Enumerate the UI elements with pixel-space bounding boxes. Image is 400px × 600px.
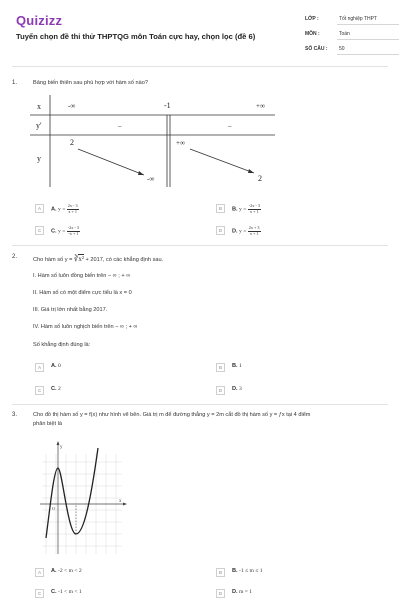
q1-option-d-box[interactable]: D [216,226,225,235]
q3-option-a[interactable]: A. -2 < m < 2 [51,568,82,574]
x-val-neg-one: -1 [164,101,171,110]
q2-statement-3: III. Giá trị lớn nhất bằng 2017. [33,307,108,313]
function-graph [36,438,131,558]
q2-option-a[interactable]: A. 0 [51,363,61,369]
variation-table [30,95,275,187]
q2-option-d[interactable]: D. 3 [232,386,242,392]
q3-option-c-box[interactable]: C [35,589,44,598]
q1-option-d[interactable]: D. y = $\frac{2x + 3}{x + 1}$ [232,225,260,236]
class-value: Tốt nghiệp THPT [339,16,377,22]
x-val-neg-inf: -∞ [68,102,76,110]
q2-option-c[interactable]: C. 2 [51,386,61,392]
x-label: x [37,102,41,111]
q1-option-c[interactable]: C. y = $\frac{-2x - 3}{-x + 1}$ [51,225,79,236]
header-divider [12,66,388,67]
y-val-pos-inf: +∞ [176,139,185,147]
sign-right: – [228,122,232,130]
q2-divider [12,404,388,405]
q1-option-c-box[interactable]: C [35,226,44,235]
y-val-neg-inf: -∞ [147,175,155,183]
q1-option-a-box[interactable]: A [35,204,44,213]
q1-option-a[interactable]: A. y = $\frac{2x - 3}{x + 1}$ [51,203,78,214]
q2-option-c-box[interactable]: C [35,386,44,395]
y-val-2-right: 2 [258,174,262,183]
graph-origin-label: O [52,506,55,511]
q2-option-b-box[interactable]: B [216,363,225,372]
graph-y-label: y [60,445,63,450]
sign-left: – [118,122,122,130]
x-val-pos-inf: +∞ [256,102,265,110]
q3-text-line2: phân biệt là [33,421,62,427]
q1-option-b[interactable]: B. y = $\frac{-2x - 3}{x + 1}$ [232,203,260,214]
yprime-label: y' [36,121,42,130]
class-label: LỚP : [305,16,319,22]
q2-number: 2. [12,254,18,260]
q3-option-d-box[interactable]: D [216,589,225,598]
subject-value: Toán [339,31,350,37]
subject-label: MÔN : [305,31,320,37]
q2-intro: Cho hàm số y = ∛x² + 2017, có các khẳng định sau. [33,255,164,263]
q3-option-a-box[interactable]: A [35,568,44,577]
q3-text-line1: Cho đồ thị hàm số y = f(x) như hình vẽ bên. Giá trị m để đường thẳng y = 2m cắt đồ thị hàm số y = ƒx tại 4 điểm [33,412,311,418]
q2-option-d-box[interactable]: D [216,386,225,395]
q3-option-b[interactable]: B. -1 ≤ m ≤ 1 [232,568,263,574]
graph-x-label: x [119,499,122,504]
document-title: Tuyển chọn đề thi thử THPTQG môn Toán cực hay, chọn lọc (đề 6) [16,32,256,41]
q2-option-b[interactable]: B. 1 [232,363,242,369]
q1-option-b-box[interactable]: B [216,204,225,213]
y-val-2-left: 2 [70,138,74,147]
q3-option-c[interactable]: C. -1 < m < 1 [51,589,82,595]
q1-number: 1. [12,80,18,86]
q3-option-d[interactable]: D. m = 1 [232,589,253,595]
q2-question: Số khẳng định đúng là: [33,342,91,348]
q2-statement-1: I. Hàm số luôn đồng biến trên − ∞ ; + ∞ [33,273,131,279]
count-value: 50 [339,46,345,52]
q3-number: 3. [12,412,18,418]
y-label: y [37,154,41,163]
q3-option-b-box[interactable]: B [216,568,225,577]
q1-text: Bảng biến thiên sau phù hợp với hàm số nào? [33,80,148,86]
q2-statement-2: II. Hàm số có một điểm cực tiểu là x = 0 [33,290,132,296]
quizizz-logo: Quizizz [16,13,63,28]
q2-statement-4: IV. Hàm số luôn nghịch biến trên − ∞ ; + ∞ [33,324,138,330]
q1-divider [12,245,388,246]
q2-option-a-box[interactable]: A [35,363,44,372]
count-label: SỐ CÂU : [305,46,328,52]
